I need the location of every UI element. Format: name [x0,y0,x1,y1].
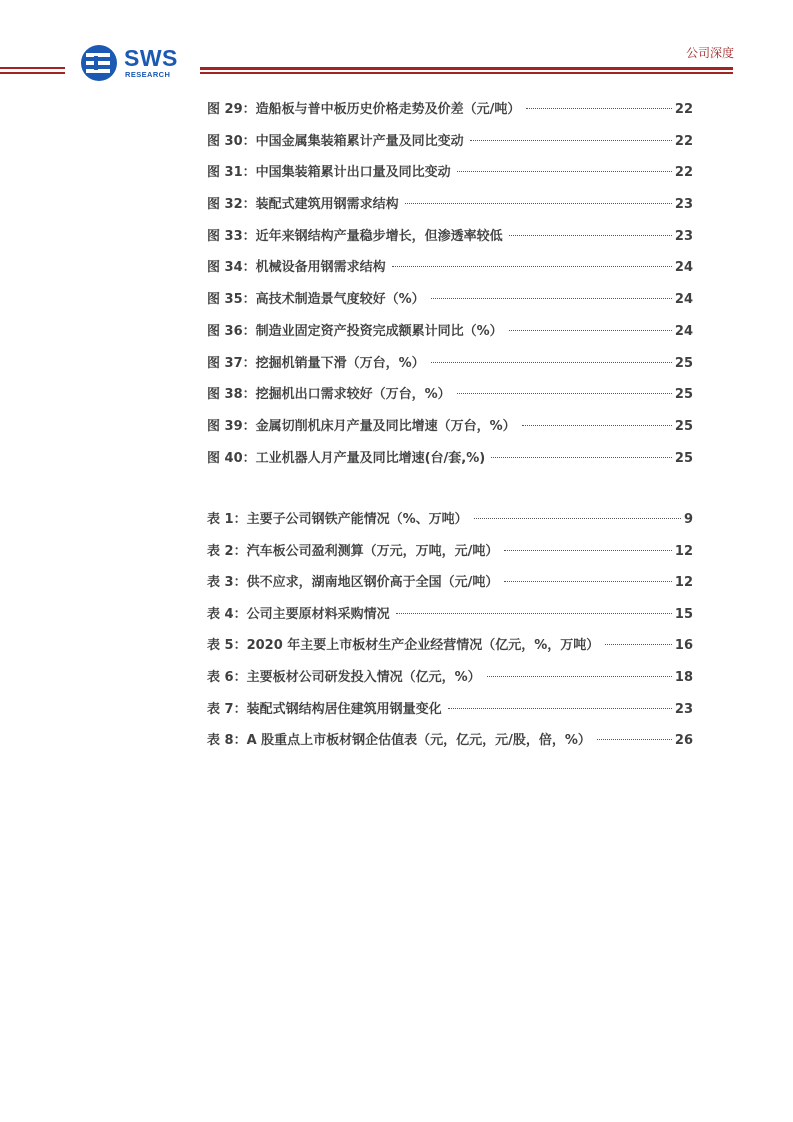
toc-entry-page: 12 [674,575,693,591]
toc-entry-page: 24 [674,323,693,339]
toc-entry[interactable] [207,731,693,763]
report-type-label: 公司深度 [685,46,734,60]
toc-entry[interactable] [207,163,693,195]
dot-leader [504,581,672,582]
toc-entry-title: 表 8：A 股重点上市板材钢企估值表（元，亿元，元/股，倍，%） [207,733,591,749]
tables-toc [207,510,693,763]
dot-leader [526,108,672,109]
dot-leader [431,362,672,363]
toc-entry[interactable] [207,100,693,132]
dot-leader [504,550,672,551]
toc-entry-title: 图 31：中国集装箱累计出口量及同比变动 [207,165,451,181]
dot-leader [509,235,672,236]
toc-entry-page: 15 [674,606,693,622]
dot-leader [522,425,672,426]
toc-entry[interactable] [207,605,693,637]
dot-leader [457,393,672,394]
dot-leader [474,518,681,519]
toc-entry-title: 表 2：汽车板公司盈利测算（万元，万吨，元/吨） [207,543,499,559]
toc-entry[interactable] [207,510,693,542]
toc-entry-page: 25 [674,387,693,403]
header-rule [0,67,65,69]
toc-entry-page: 9 [683,512,693,527]
toc-entry[interactable] [207,354,693,386]
toc-entry-title: 表 5：2020 年主要上市板材生产企业经营情况（亿元，%，万吨） [207,638,600,654]
toc-entry-page: 23 [674,701,693,717]
toc-entry[interactable] [207,636,693,668]
toc-entry-page: 23 [674,197,693,213]
dot-leader [597,739,672,740]
toc-entry[interactable] [207,417,693,449]
header-rule [200,72,733,74]
toc-entry[interactable] [207,449,693,481]
logo-subtext: RESEARCH [125,70,171,79]
toc-entry-title: 图 35：高技术制造景气度较好（%） [207,292,425,308]
dot-leader [405,203,672,204]
dot-leader [457,171,672,172]
toc-entry-page: 12 [674,543,693,559]
toc-entry-title: 表 7：装配式钢结构居住建筑用钢量变化 [207,701,442,717]
toc-entry[interactable] [207,573,693,605]
toc-entry-page: 25 [674,355,693,371]
dot-leader [487,676,672,677]
toc-entry[interactable] [207,195,693,227]
toc-entry-title: 图 40：工业机器人月产量及同比增速(台/套,%) [207,450,486,466]
toc-entry-title: 表 1：主要子公司钢铁产能情况（%、万吨） [207,512,468,527]
toc-entry-page: 25 [674,450,693,466]
dot-leader [470,140,672,141]
toc-entry-title: 图 30：中国金属集装箱累计产量及同比变动 [207,133,464,149]
toc-entry[interactable] [207,385,693,417]
toc-entry-title: 图 38：挖掘机出口需求较好（万台，%） [207,387,451,403]
sws-logo [80,44,190,82]
toc-entry-title: 表 6：主要板材公司研发投入情况（亿元，%） [207,669,481,685]
sws-logo-icon [80,44,118,82]
toc-entry[interactable] [207,668,693,700]
header-rule [200,67,733,70]
dot-leader [448,708,672,709]
toc-entry-page: 23 [674,228,693,244]
toc-entry[interactable] [207,322,693,354]
logo-text: SWS [124,45,178,71]
toc-entry-page: 25 [674,418,693,434]
toc-entry-page: 22 [674,133,693,149]
toc-entry-title: 图 39：金属切削机床月产量及同比增速（万台，%） [207,418,516,434]
toc-entry-page: 24 [674,292,693,308]
toc-entry[interactable] [207,258,693,290]
toc-entry-page: 22 [674,102,693,117]
dot-leader [396,613,672,614]
dot-leader [491,457,672,458]
toc-entry[interactable] [207,542,693,574]
page-header [0,0,793,90]
toc-entry-title: 图 32：装配式建筑用钢需求结构 [207,197,399,213]
toc-entry-title: 图 36：制造业固定资产投资完成额累计同比（%） [207,323,503,339]
toc-entry[interactable] [207,227,693,259]
header-rule [0,72,65,74]
toc-entry-page: 18 [674,669,693,685]
dot-leader [431,298,672,299]
toc-entry-page: 22 [674,165,693,181]
toc-entry-title: 表 4：公司主要原材料采购情况 [207,606,390,622]
toc-entry-page: 26 [674,733,693,749]
dot-leader [392,266,672,267]
toc-entry-title: 表 3：供不应求，湖南地区钢价高于全国（元/吨） [207,575,499,591]
toc-entry-page: 16 [674,638,693,654]
dot-leader [509,330,672,331]
toc-entry[interactable] [207,132,693,164]
dot-leader [605,644,672,645]
toc-entry[interactable] [207,700,693,732]
toc-entry-title: 图 33：近年来钢结构产量稳步增长，但渗透率较低 [207,228,503,244]
toc-entry-title: 图 29：造船板与普中板历史价格走势及价差（元/吨） [207,102,521,117]
toc-entry-title: 图 34：机械设备用钢需求结构 [207,260,386,276]
toc-entry-title: 图 37：挖掘机销量下滑（万台，%） [207,355,425,371]
toc-entry[interactable] [207,290,693,322]
figures-toc [207,100,693,480]
toc-entry-page: 24 [674,260,693,276]
